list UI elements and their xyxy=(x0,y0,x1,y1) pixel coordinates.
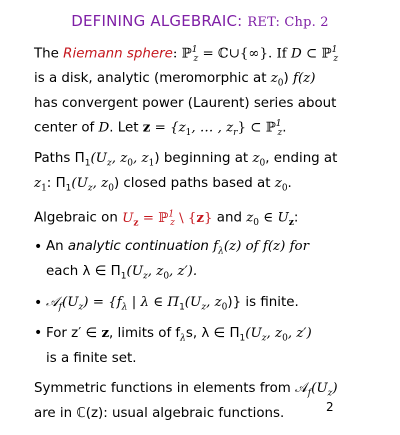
p1-line4: center of D. Let $z = \{z_1$, … , $z_r$} ⊂ ℙ$^1_z$. xyxy=(34,118,287,138)
title-main: DEFINING ALGEBRAIC: xyxy=(71,12,243,30)
p2-line1: Paths $\Pi_1(U_z$, $z_0$, $z_1$) beginning at $z_0$, ending at xyxy=(34,150,338,169)
bullet-finite-set: • $𝒜_f(U_z) = \{f_\lambda$ | λ ∈ $\Pi_1(U_z$, $z_0$)} is finite. xyxy=(34,294,299,313)
slide-body xyxy=(34,40,372,424)
bullet-icon: • xyxy=(34,325,43,342)
p4-line2: are in ℂ(z): usual algebraic functions. xyxy=(34,405,285,421)
p4-line1: Symmetric functions in elements from $𝒜_f(U_z)$ xyxy=(34,381,338,399)
riemann-sphere-term: Riemann sphere xyxy=(63,46,173,62)
slide-title xyxy=(0,12,400,30)
bullet-icon: • xyxy=(34,239,43,256)
p2-line2: $z_1$: $\Pi_1(U_z$, $z_0$) closed paths based at $z_0$. xyxy=(34,175,292,194)
bullet-icon: • xyxy=(34,294,43,311)
bullet-limits: • For z′ ∈ z, limits of $f_\lambda s$, λ ∈ $\Pi_1(U_z$, $z_0$, z′) is a finite set. xyxy=(34,325,312,367)
p1-line3: has convergent power (Laurent) series about xyxy=(34,95,337,111)
bullet-analytic-continuation: • An analytic continuation $f_\lambda(z)$ of f(z) for each λ ∈ $\Pi_1(U_z$, $z_0$, z′). xyxy=(34,239,309,282)
p3-line1: Algebraic on $U_z$ = ℙ$^1_z$ \ {z} and $z_0$ ∈ $U_z$: xyxy=(34,209,299,229)
p1-line1: The Riemann sphere: ℙ$^1_z$ = ℂ∪{∞}. If D ⊂ ℙ$^1_z$ xyxy=(34,45,339,65)
p1-line2: is a disk, analytic (meromorphic at $z_0$) f(z) xyxy=(34,71,316,89)
page-number: 2 xyxy=(326,400,334,414)
title-subtitle: RET: Chp. 2 xyxy=(247,15,329,30)
algebraic-domain: $U_z$ = ℙ$^1_z$ \ {z} xyxy=(122,209,213,229)
